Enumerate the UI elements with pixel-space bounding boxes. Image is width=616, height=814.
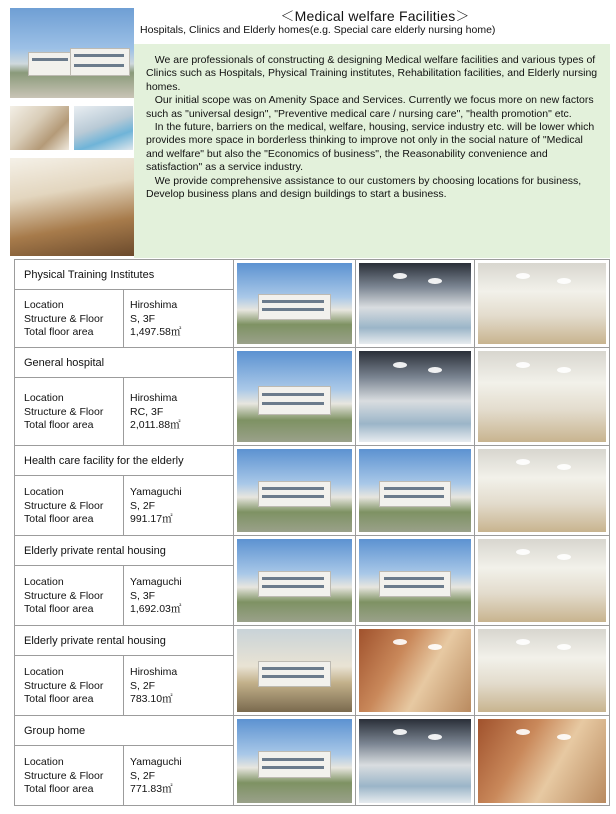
building-exterior-photo — [10, 8, 134, 98]
structure-value: S, 2F — [130, 679, 156, 692]
structure-label: Structure & Floor — [24, 405, 104, 418]
location-value: Hiroshima — [130, 299, 178, 311]
project-values — [130, 576, 182, 617]
location-value: Yamaguchi — [130, 486, 182, 498]
photo-cell — [356, 536, 475, 625]
structure-value: RC, 3F — [130, 405, 164, 418]
photo-cell — [356, 626, 475, 715]
area-label: Total floor area — [24, 603, 94, 616]
structure-value: S, 3F — [130, 589, 156, 602]
location-value: Yamaguchi — [130, 756, 182, 768]
lobby-photo — [10, 106, 69, 150]
kitchen-photo — [10, 158, 134, 256]
project-labels — [24, 392, 103, 433]
location-value: Hiroshima — [130, 392, 178, 404]
intro-panel — [134, 44, 610, 258]
interior-photo — [359, 629, 471, 712]
project-info — [15, 446, 234, 535]
interior-photo — [359, 449, 471, 532]
location-label: Location — [24, 576, 64, 588]
table-row — [15, 260, 609, 348]
project-labels — [24, 756, 103, 797]
photo-cell — [234, 536, 356, 625]
area-value: 1,692.03㎡ — [130, 603, 182, 616]
project-values — [130, 756, 182, 797]
interior-photo — [478, 539, 606, 622]
photo-cell — [234, 626, 356, 715]
structure-value: S, 2F — [130, 499, 156, 512]
project-info — [15, 536, 234, 625]
exterior-photo — [237, 351, 352, 442]
column-divider — [123, 378, 124, 445]
project-name: General hospital — [15, 348, 233, 378]
exterior-photo — [237, 629, 352, 712]
intro-paragraph: Our initial scope was on Amenity Space and Services. Currently we focus more on new factors such as "universal design", "Preventive medical care / nursing care", "health promotion" etc. — [146, 94, 594, 120]
column-divider — [123, 746, 124, 806]
page-subtitle: Hospitals, Clinics and Elderly homes(e.g. Special care elderly nursing home) — [140, 24, 496, 36]
project-info — [15, 260, 234, 347]
project-table — [14, 259, 610, 806]
area-value: 1,497.58㎡ — [130, 326, 182, 339]
area-value: 783.10㎡ — [130, 693, 173, 706]
location-label: Location — [24, 756, 64, 768]
project-name: Elderly private rental housing — [15, 536, 233, 566]
column-divider — [123, 566, 124, 625]
intro-paragraph: In the future, barriers on the medical, welfare, housing, service industry etc. will be lower which provides more space in borderless thinking to improve not only in the social nature of "Medical and welfare" but also the "Economics of business", the Reasonability convenience and satisfaction" as a service industry. — [146, 121, 595, 174]
exterior-photo — [237, 263, 352, 344]
intro-paragraph: We provide comprehensive assistance to our customers by choosing locations for business, Develop business plans and design buildings to start a business. — [146, 174, 582, 201]
structure-label: Structure & Floor — [24, 769, 104, 782]
project-labels — [24, 486, 103, 527]
location-label: Location — [24, 299, 64, 311]
project-labels — [24, 666, 103, 707]
area-value: 2,011.88㎡ — [130, 419, 181, 432]
project-name: Group home — [15, 716, 233, 746]
photo-cell — [356, 446, 475, 535]
photo-cell — [475, 348, 609, 445]
interior-photo — [478, 719, 606, 803]
location-label: Location — [24, 666, 64, 678]
structure-label: Structure & Floor — [24, 679, 104, 692]
table-row — [15, 446, 609, 536]
location-value: Hiroshima — [130, 666, 178, 678]
project-name: Elderly private rental housing — [15, 626, 233, 656]
photo-cell — [475, 260, 609, 347]
area-label: Total floor area — [24, 693, 94, 706]
project-values — [130, 666, 177, 707]
area-label: Total floor area — [24, 783, 94, 796]
photo-cell — [234, 260, 356, 347]
exterior-photo — [237, 719, 352, 803]
project-name: Health care facility for the elderly — [15, 446, 233, 476]
photo-cell — [356, 260, 475, 347]
project-values — [130, 486, 182, 527]
photo-cell — [234, 716, 356, 806]
project-labels — [24, 576, 103, 617]
location-label: Location — [24, 486, 64, 498]
pool-photo — [74, 106, 133, 150]
interior-photo — [359, 351, 471, 442]
location-value: Yamaguchi — [130, 576, 182, 588]
interior-photo — [478, 629, 606, 712]
structure-label: Structure & Floor — [24, 589, 104, 602]
project-info — [15, 626, 234, 715]
area-value: 991.17㎡ — [130, 513, 173, 526]
location-label: Location — [24, 392, 64, 404]
interior-photo — [359, 539, 471, 622]
area-value: 771.83㎡ — [130, 783, 173, 796]
photo-cell — [356, 348, 475, 445]
project-values — [130, 299, 181, 340]
interior-photo — [359, 263, 471, 344]
structure-label: Structure & Floor — [24, 312, 104, 325]
table-row — [15, 626, 609, 716]
area-label: Total floor area — [24, 326, 94, 339]
area-label: Total floor area — [24, 419, 94, 432]
photo-cell — [475, 626, 609, 715]
column-divider — [123, 290, 124, 347]
table-row — [15, 348, 609, 446]
exterior-photo — [237, 449, 352, 532]
table-row — [15, 536, 609, 626]
photo-cell — [356, 716, 475, 806]
interior-photo — [478, 263, 606, 344]
structure-label: Structure & Floor — [24, 499, 104, 512]
structure-value: S, 2F — [130, 769, 156, 782]
photo-cell — [475, 446, 609, 535]
interior-photo — [478, 449, 606, 532]
page-title: ＜Medical welfare Facilities＞ — [280, 8, 470, 24]
structure-value: S, 3F — [130, 312, 156, 325]
interior-photo — [478, 351, 606, 442]
column-divider — [123, 656, 124, 715]
exterior-photo — [237, 539, 352, 622]
project-info — [15, 348, 234, 445]
column-divider — [123, 476, 124, 535]
table-row — [15, 716, 609, 806]
project-labels — [24, 299, 103, 340]
photo-cell — [475, 716, 609, 806]
area-label: Total floor area — [24, 513, 94, 526]
project-info — [15, 716, 234, 806]
photo-cell — [234, 446, 356, 535]
photo-cell — [475, 536, 609, 625]
project-name: Physical Training Institutes — [15, 260, 233, 290]
intro-paragraph: We are professionals of constructing & designing Medical welfare facilities and various types of Clinics such as Hospitals, Physical Training institutes, Rehabilitation facilities, and Elderly nursing homes. — [146, 54, 598, 93]
project-values — [130, 392, 181, 433]
interior-photo — [359, 719, 471, 803]
photo-cell — [234, 348, 356, 445]
